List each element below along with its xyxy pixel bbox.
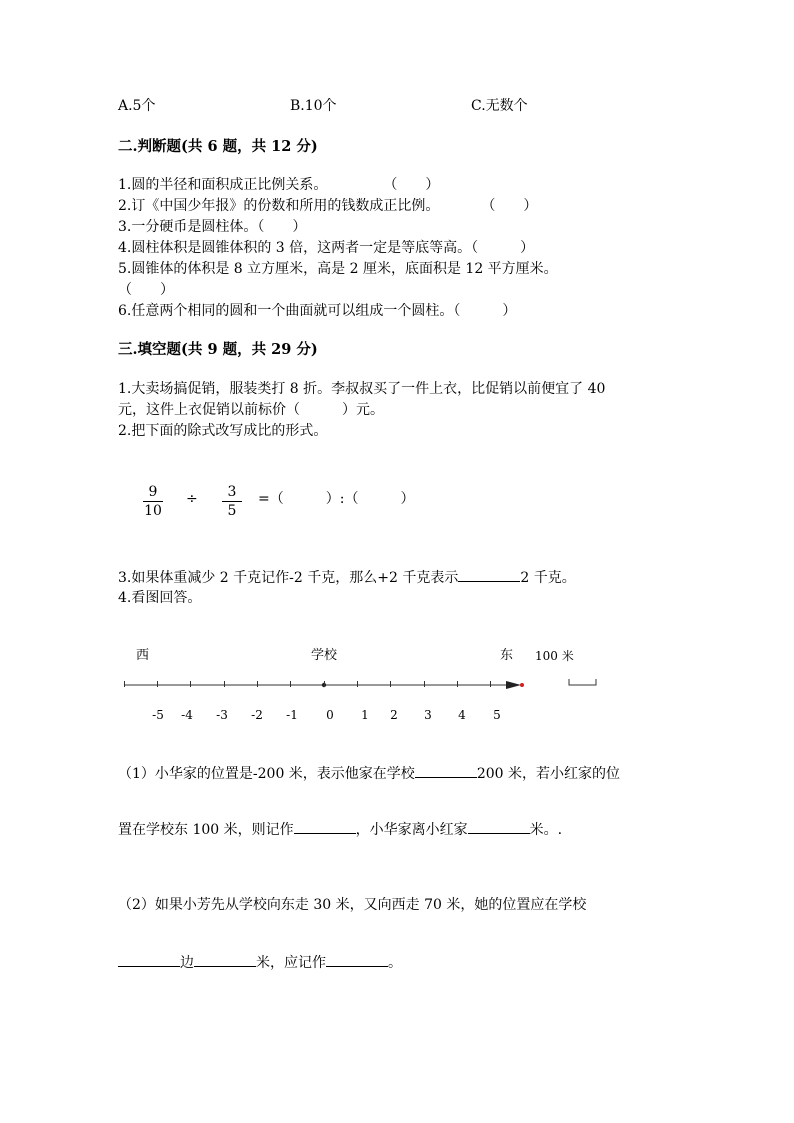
answer-blank[interactable] — [326, 952, 388, 967]
answer-blank[interactable] — [294, 819, 356, 834]
tick-label: 1 — [361, 708, 369, 722]
fill-q1-line1: 1.大卖场搞促销，服装类打 8 折。李叔叔买了一件上衣，比促销以前便宜了 40 — [118, 381, 606, 397]
subq1-line1 — [118, 763, 620, 784]
judgment-item-1: 1.圆的半径和面积成正比例关系。 （ ） — [118, 177, 440, 193]
fill-q2: 2.把下面的除式改写成比的形式。 — [118, 423, 328, 439]
judgment-item-3: 3.一分硬币是圆柱体。（ ） — [118, 219, 307, 235]
ratio-answer: =（ ）:（ ） — [258, 491, 415, 507]
tick-label: -3 — [216, 708, 228, 722]
subq1-text-end: 米。. — [529, 822, 563, 838]
subq1-text: （1）小华家的位置是-200 米，表示他家在学校 — [118, 766, 415, 782]
tick-mark — [124, 681, 125, 687]
subq1-text-cont: ，小华家离小红家 — [355, 822, 468, 838]
tick-label: -2 — [251, 708, 263, 722]
tick-label: 5 — [493, 708, 501, 722]
tick-label: -1 — [286, 708, 298, 722]
option-a: A.5个 — [118, 98, 156, 114]
tick-label: 2 — [390, 708, 398, 722]
tick-mark — [357, 681, 358, 687]
number-line-arrow — [506, 681, 521, 689]
judgment-item-5-paren: （ ） — [118, 282, 174, 298]
tick-mark — [390, 681, 391, 687]
answer-blank[interactable] — [118, 952, 180, 967]
tick-label: -5 — [152, 708, 164, 722]
subq2-line2 — [118, 952, 402, 973]
fraction-denominator: 10 — [144, 503, 162, 519]
option-b: B.10个 — [290, 98, 337, 114]
subq2-text: 边 — [180, 955, 194, 971]
answer-blank[interactable] — [194, 952, 256, 967]
fill-q3-text: 3.如果体重减少 2 千克记作-2 千克，那么+2 千克表示 — [118, 570, 459, 586]
judgment-item-6: 6.任意两个相同的圆和一个曲面就可以组成一个圆柱。（ ） — [118, 303, 517, 319]
fill-q1-line2: 元，这件上衣促销以前标价（ ）元。 — [118, 402, 384, 418]
fraction-numerator: 9 — [148, 484, 158, 500]
judgment-item-4: 4.圆柱体积是圆锥体积的 3 倍，这两者一定是等底等高。（ ） — [118, 240, 535, 256]
arrow-dot — [520, 683, 524, 687]
subq2-text-cont: 米，应记作 — [256, 955, 326, 971]
subq1-line2 — [118, 819, 562, 840]
tick-mark — [190, 681, 191, 687]
answer-blank[interactable] — [415, 763, 477, 778]
section-title-fill: 三.填空题(共 9 题，共 29 分) — [118, 341, 318, 358]
judgment-item-5: 5.圆锥体的体积是 8 立方厘米，高是 2 厘米，底面积是 12 平方厘米。 — [118, 261, 558, 277]
tick-label: 3 — [424, 708, 432, 722]
tick-mark — [224, 681, 225, 687]
fraction-numerator: 3 — [227, 484, 237, 500]
tick-mark — [457, 681, 458, 687]
section-title-judgment: 二.判断题(共 6 题，共 12 分) — [118, 138, 318, 155]
label-school: 学校 — [311, 648, 338, 663]
tick-mark — [157, 681, 158, 687]
tick-label: -4 — [181, 708, 193, 722]
tick-mark — [257, 681, 258, 687]
fill-q4: 4.看图回答。 — [118, 590, 202, 606]
scale-bracket — [569, 679, 596, 685]
fill-q3-text-end: 2 千克。 — [520, 570, 576, 586]
label-scale: 100 米 — [535, 649, 574, 663]
tick-label: 0 — [326, 708, 334, 722]
subq2-line1: （2）如果小芳先从学校向东走 30 米，又向西走 70 米，她的位置应在学校 — [118, 897, 587, 913]
tick-mark — [490, 681, 491, 687]
label-west: 西 — [136, 648, 150, 663]
subq1-text-cont: 200 米，若小红家的位 — [476, 766, 620, 782]
divide-sign: ÷ — [186, 491, 198, 507]
label-east: 东 — [500, 648, 514, 663]
tick-mark — [290, 681, 291, 687]
fraction-denominator: 5 — [227, 503, 237, 519]
tick-mark — [324, 681, 325, 687]
tick-label: 4 — [458, 708, 466, 722]
subq1-text: 置在学校东 100 米，则记作 — [118, 822, 294, 838]
judgment-item-2: 2.订《中国少年报》的份数和所用的钱数成正比例。 （ ） — [118, 198, 538, 214]
answer-blank[interactable] — [468, 819, 530, 834]
option-c: C.无数个 — [471, 98, 528, 114]
subq2-text-end: 。 — [388, 955, 402, 971]
tick-mark — [424, 681, 425, 687]
